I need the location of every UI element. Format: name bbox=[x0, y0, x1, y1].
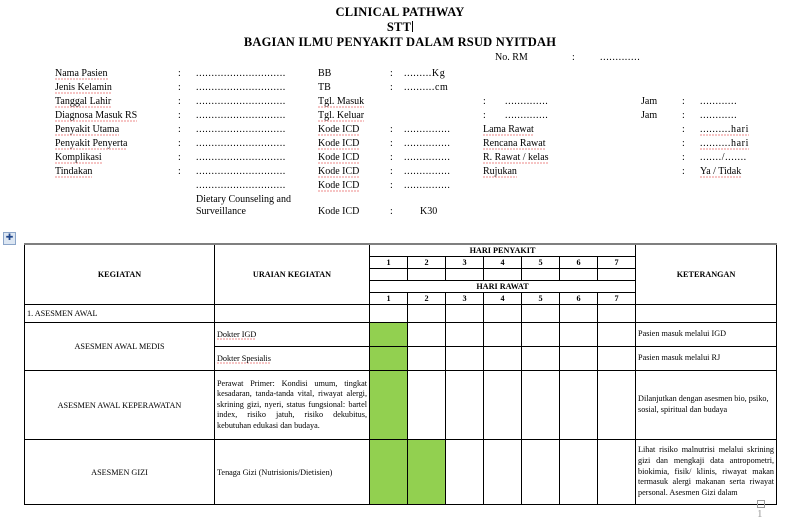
field-label-tgl-masuk: Tgl. Masuk bbox=[318, 96, 365, 108]
paragraph-mark-icon: 1 bbox=[757, 500, 765, 520]
field-label-kode-icd-3: Kode ICD bbox=[318, 152, 360, 164]
row-day-3-medis-spesialis[interactable] bbox=[446, 347, 484, 371]
row-label-asesmen-awal-keperawatan: ASESMEN AWAL KEPERAWATAN bbox=[25, 371, 215, 440]
section-day-4[interactable] bbox=[484, 305, 522, 323]
field-value-tb[interactable]: ..........cm bbox=[404, 82, 449, 94]
field-label-komplikasi: Komplikasi bbox=[55, 152, 102, 164]
colon-kode-icd-1: : bbox=[390, 124, 393, 136]
day-penyakit-7: 7 bbox=[598, 257, 636, 269]
field-value-komplikasi[interactable]: ............................. bbox=[196, 152, 286, 164]
colon-penyakit-utama: : bbox=[178, 124, 181, 136]
field-label-rencana-rawat: Rencana Rawat bbox=[483, 138, 546, 150]
colon-diagnosa-masuk-rs: : bbox=[178, 110, 181, 122]
day-penyakit-5: 5 bbox=[522, 257, 560, 269]
colon-lama-rawat: : bbox=[682, 124, 685, 136]
day-rawat-1: 1 bbox=[370, 293, 408, 305]
row-keterangan-keperawatan: Dilanjutkan dengan asesmen bio, psiko, sosial, spiritual dan budaya bbox=[636, 371, 777, 440]
row-day-1-keperawatan[interactable] bbox=[370, 371, 408, 440]
no-rm-label: No. RM bbox=[495, 52, 528, 64]
row-day-4-medis-spesialis[interactable] bbox=[484, 347, 522, 371]
field-label-r-rawat-kelas: R. Rawat / kelas bbox=[483, 152, 549, 164]
paragraph-mark-box bbox=[757, 500, 765, 508]
field-label-tanggal-lahir: Tanggal Lahir bbox=[55, 96, 112, 108]
section-day-7[interactable] bbox=[598, 305, 636, 323]
field-label-kode-icd-5: Kode ICD bbox=[318, 180, 360, 192]
table-row-section-asesmen-awal bbox=[25, 305, 777, 323]
day-penyakit-input-4[interactable] bbox=[484, 269, 522, 281]
field-value-tanggal-lahir[interactable]: ............................. bbox=[196, 96, 286, 108]
day-penyakit-input-6[interactable] bbox=[560, 269, 598, 281]
colon-jam-keluar: : bbox=[682, 110, 685, 122]
field-label-tb: TB bbox=[318, 82, 331, 94]
row-day-2-gizi[interactable] bbox=[408, 440, 446, 505]
clinical-pathway-table bbox=[24, 243, 777, 505]
colon-jenis-kelamin: : bbox=[178, 82, 181, 94]
row-day-1-medis-igd[interactable] bbox=[370, 323, 408, 347]
field-label-lama-rawat: Lama Rawat bbox=[483, 124, 534, 136]
col-header-uraian-kegiatan: URAIAN KEGIATAN bbox=[215, 244, 370, 305]
field-value-nama-pasien[interactable]: ............................. bbox=[196, 68, 286, 80]
field-value-kode-icd-1[interactable]: ............... bbox=[404, 124, 451, 136]
field-label-tindakan: Tindakan bbox=[55, 166, 93, 178]
section-keterangan-empty[interactable] bbox=[636, 305, 777, 323]
section-day-6[interactable] bbox=[560, 305, 598, 323]
field-label-kode-icd-1: Kode ICD bbox=[318, 124, 360, 136]
section-day-3[interactable] bbox=[446, 305, 484, 323]
row-day-5-medis-igd[interactable] bbox=[522, 323, 560, 347]
text-cursor bbox=[412, 21, 413, 32]
row-day-3-gizi[interactable] bbox=[446, 440, 484, 505]
row-label-asesmen-awal-medis: ASESMEN AWAL MEDIS bbox=[25, 323, 215, 371]
row-day-7-medis-igd[interactable] bbox=[598, 323, 636, 347]
field-label-bb: BB bbox=[318, 68, 332, 80]
row-day-3-keperawatan[interactable] bbox=[446, 371, 484, 440]
row-day-2-keperawatan[interactable] bbox=[408, 371, 446, 440]
colon-tgl-keluar: : bbox=[483, 110, 486, 122]
dietary-counseling-label-line2: Surveillance bbox=[196, 206, 246, 218]
field-value-penyakit-penyerta[interactable]: ............................. bbox=[196, 138, 286, 150]
section-uraian-empty[interactable] bbox=[215, 305, 370, 323]
field-value-jenis-kelamin[interactable]: ............................. bbox=[196, 82, 286, 94]
colon-penyakit-penyerta: : bbox=[178, 138, 181, 150]
field-label-penyakit-penyerta: Penyakit Penyerta bbox=[55, 138, 128, 150]
field-label-kode-icd-2: Kode ICD bbox=[318, 138, 360, 150]
day-rawat-6: 6 bbox=[560, 293, 598, 305]
row-day-4-gizi[interactable] bbox=[484, 440, 522, 505]
row-keterangan-gizi: Lihat risiko malnutrisi melalui skrining gizi dan mengkaji data antropometri, biokimia, fisik/ klinis, riwayat makan termasuk alergi makanan serta riwayat personal. Asesmen Gizi dalam bbox=[636, 440, 777, 505]
row-day-2-medis-igd[interactable] bbox=[408, 323, 446, 347]
colon-kode-icd-5: : bbox=[390, 180, 393, 192]
field-value-rujukan[interactable]: Ya / Tidak bbox=[700, 166, 742, 178]
colon-kode-icd-3: : bbox=[390, 152, 393, 164]
row-day-6-medis-igd[interactable] bbox=[560, 323, 598, 347]
section-day-2[interactable] bbox=[408, 305, 446, 323]
no-rm-colon: : bbox=[572, 52, 575, 64]
table-move-handle-icon[interactable]: ✚ bbox=[3, 232, 16, 245]
field-value-dietary-dots[interactable]: ............................. bbox=[196, 180, 286, 192]
colon-r-rawat-kelas: : bbox=[682, 152, 685, 164]
section-day-5[interactable] bbox=[522, 305, 560, 323]
field-value-r-rawat-kelas[interactable]: ......./....... bbox=[700, 152, 747, 164]
title-line-2-text: STT bbox=[386, 19, 412, 34]
table-row bbox=[25, 323, 777, 347]
row-keterangan-dokter-igd: Pasien masuk melalui IGD bbox=[636, 323, 777, 347]
field-value-kode-icd-6[interactable]: K30 bbox=[420, 206, 438, 218]
field-label-jenis-kelamin: Jenis Kelamin bbox=[55, 82, 112, 94]
day-penyakit-input-3[interactable] bbox=[446, 269, 484, 281]
field-label-kode-icd-6: Kode ICD bbox=[318, 206, 360, 218]
document-title-block bbox=[0, 0, 800, 49]
colon-tindakan: : bbox=[178, 166, 181, 178]
field-label-penyakit-utama: Penyakit Utama bbox=[55, 124, 120, 136]
row-day-5-medis-spesialis[interactable] bbox=[522, 347, 560, 371]
row-uraian-dokter-igd: Dokter IGD bbox=[215, 323, 370, 347]
field-label-rujukan: Rujukan bbox=[483, 166, 517, 178]
row-keterangan-dokter-spesialis: Pasien masuk melalui RJ bbox=[636, 347, 777, 371]
colon-jam-masuk: : bbox=[682, 96, 685, 108]
patient-form bbox=[0, 49, 800, 219]
title-line-2 bbox=[0, 20, 800, 35]
field-value-kode-icd-3[interactable]: ............... bbox=[404, 152, 451, 164]
day-rawat-5: 5 bbox=[522, 293, 560, 305]
field-value-jam-keluar[interactable]: ............ bbox=[700, 110, 738, 122]
row-label-asesmen-gizi: ASESMEN GIZI bbox=[25, 440, 215, 505]
day-penyakit-2: 2 bbox=[408, 257, 446, 269]
field-value-tgl-masuk[interactable]: .............. bbox=[505, 96, 549, 108]
no-rm-value[interactable]: ............. bbox=[600, 52, 641, 64]
day-penyakit-input-5[interactable] bbox=[522, 269, 560, 281]
col-header-keterangan: KETERANGAN bbox=[636, 244, 777, 305]
day-penyakit-1: 1 bbox=[370, 257, 408, 269]
colon-kode-icd-6: : bbox=[390, 206, 393, 218]
row-day-6-gizi[interactable] bbox=[560, 440, 598, 505]
row-day-3-medis-igd[interactable] bbox=[446, 323, 484, 347]
field-label-tgl-keluar: Tgl. Keluar bbox=[318, 110, 365, 122]
day-rawat-7: 7 bbox=[598, 293, 636, 305]
day-penyakit-3: 3 bbox=[446, 257, 484, 269]
colon-kode-icd-4: : bbox=[390, 166, 393, 178]
day-penyakit-input-2[interactable] bbox=[408, 269, 446, 281]
field-value-lama-rawat[interactable]: ..........hari bbox=[700, 124, 749, 136]
row-day-7-gizi[interactable] bbox=[598, 440, 636, 505]
group-header-hari-rawat: HARI RAWAT bbox=[370, 281, 636, 293]
colon-rujukan: : bbox=[682, 166, 685, 178]
row-day-2-medis-spesialis[interactable] bbox=[408, 347, 446, 371]
day-penyakit-4: 4 bbox=[484, 257, 522, 269]
row-day-1-gizi[interactable] bbox=[370, 440, 408, 505]
colon-tb: : bbox=[390, 82, 393, 94]
row-uraian-perawat-primer: Perawat Primer: Kondisi umum, tingkat kesadaran, tanda-tanda vital, riwayat alergi, skrining gizi, nyeri, status fungsional: bartel index, risiko jatuh, risiko dekubitus, kebutuhan edukasi dan budaya. bbox=[215, 371, 370, 440]
field-value-tgl-keluar[interactable]: .............. bbox=[505, 110, 549, 122]
row-day-6-medis-spesialis[interactable] bbox=[560, 347, 598, 371]
row-day-4-keperawatan[interactable] bbox=[484, 371, 522, 440]
title-line-3: BAGIAN ILMU PENYAKIT DALAM RSUD NYITDAH bbox=[243, 34, 557, 49]
field-value-jam-masuk[interactable]: ............ bbox=[700, 96, 738, 108]
field-label-kode-icd-4: Kode ICD bbox=[318, 166, 360, 178]
col-header-kegiatan: KEGIATAN bbox=[25, 244, 215, 305]
table-header-row-1 bbox=[25, 244, 777, 257]
day-penyakit-input-1[interactable] bbox=[370, 269, 408, 281]
row-uraian-dokter-spesialis: Dokter Spesialis bbox=[215, 347, 370, 371]
field-value-tindakan[interactable]: ............................. bbox=[196, 166, 286, 178]
field-value-rencana-rawat[interactable]: ..........hari bbox=[700, 138, 749, 150]
field-value-penyakit-utama[interactable]: ............................. bbox=[196, 124, 286, 136]
colon-tanggal-lahir: : bbox=[178, 96, 181, 108]
field-value-diagnosa-masuk-rs[interactable]: ............................. bbox=[196, 110, 286, 122]
section-day-1[interactable] bbox=[370, 305, 408, 323]
title-line-1: CLINICAL PATHWAY bbox=[335, 5, 465, 19]
day-penyakit-6: 6 bbox=[560, 257, 598, 269]
jam-keluar-label: Jam bbox=[641, 110, 658, 122]
colon-tgl-masuk: : bbox=[483, 96, 486, 108]
dietary-counseling-label-line1: Dietary Counseling and bbox=[196, 194, 291, 206]
jam-masuk-label: Jam bbox=[641, 96, 658, 108]
day-rawat-2: 2 bbox=[408, 293, 446, 305]
row-day-4-medis-igd[interactable] bbox=[484, 323, 522, 347]
row-day-6-keperawatan[interactable] bbox=[560, 371, 598, 440]
colon-bb: : bbox=[390, 68, 393, 80]
table-row bbox=[25, 440, 777, 505]
field-value-bb[interactable]: .........Kg bbox=[404, 68, 446, 80]
day-penyakit-input-7[interactable] bbox=[598, 269, 636, 281]
day-rawat-4: 4 bbox=[484, 293, 522, 305]
row-day-7-keperawatan[interactable] bbox=[598, 371, 636, 440]
field-value-kode-icd-5[interactable]: ............... bbox=[404, 180, 451, 192]
colon-nama-pasien: : bbox=[178, 68, 181, 80]
row-day-5-keperawatan[interactable] bbox=[522, 371, 560, 440]
field-value-kode-icd-4[interactable]: ............... bbox=[404, 166, 451, 178]
group-header-hari-penyakit: HARI PENYAKIT bbox=[370, 244, 636, 257]
field-label-nama-pasien: Nama Pasien bbox=[55, 68, 108, 80]
day-rawat-3: 3 bbox=[446, 293, 484, 305]
field-value-kode-icd-2[interactable]: ............... bbox=[404, 138, 451, 150]
table-row bbox=[25, 371, 777, 440]
colon-komplikasi: : bbox=[178, 152, 181, 164]
field-label-diagnosa-masuk-rs: Diagnosa Masuk RS bbox=[55, 110, 138, 122]
colon-rencana-rawat: : bbox=[682, 138, 685, 150]
section-title-asesmen-awal: 1. ASESMEN AWAL bbox=[25, 305, 215, 323]
row-day-7-medis-spesialis[interactable] bbox=[598, 347, 636, 371]
row-day-1-medis-spesialis[interactable] bbox=[370, 347, 408, 371]
colon-kode-icd-2: : bbox=[390, 138, 393, 150]
row-day-5-gizi[interactable] bbox=[522, 440, 560, 505]
row-uraian-tenaga-gizi: Tenaga Gizi (Nutrisionis/Dietisien) bbox=[215, 440, 370, 505]
